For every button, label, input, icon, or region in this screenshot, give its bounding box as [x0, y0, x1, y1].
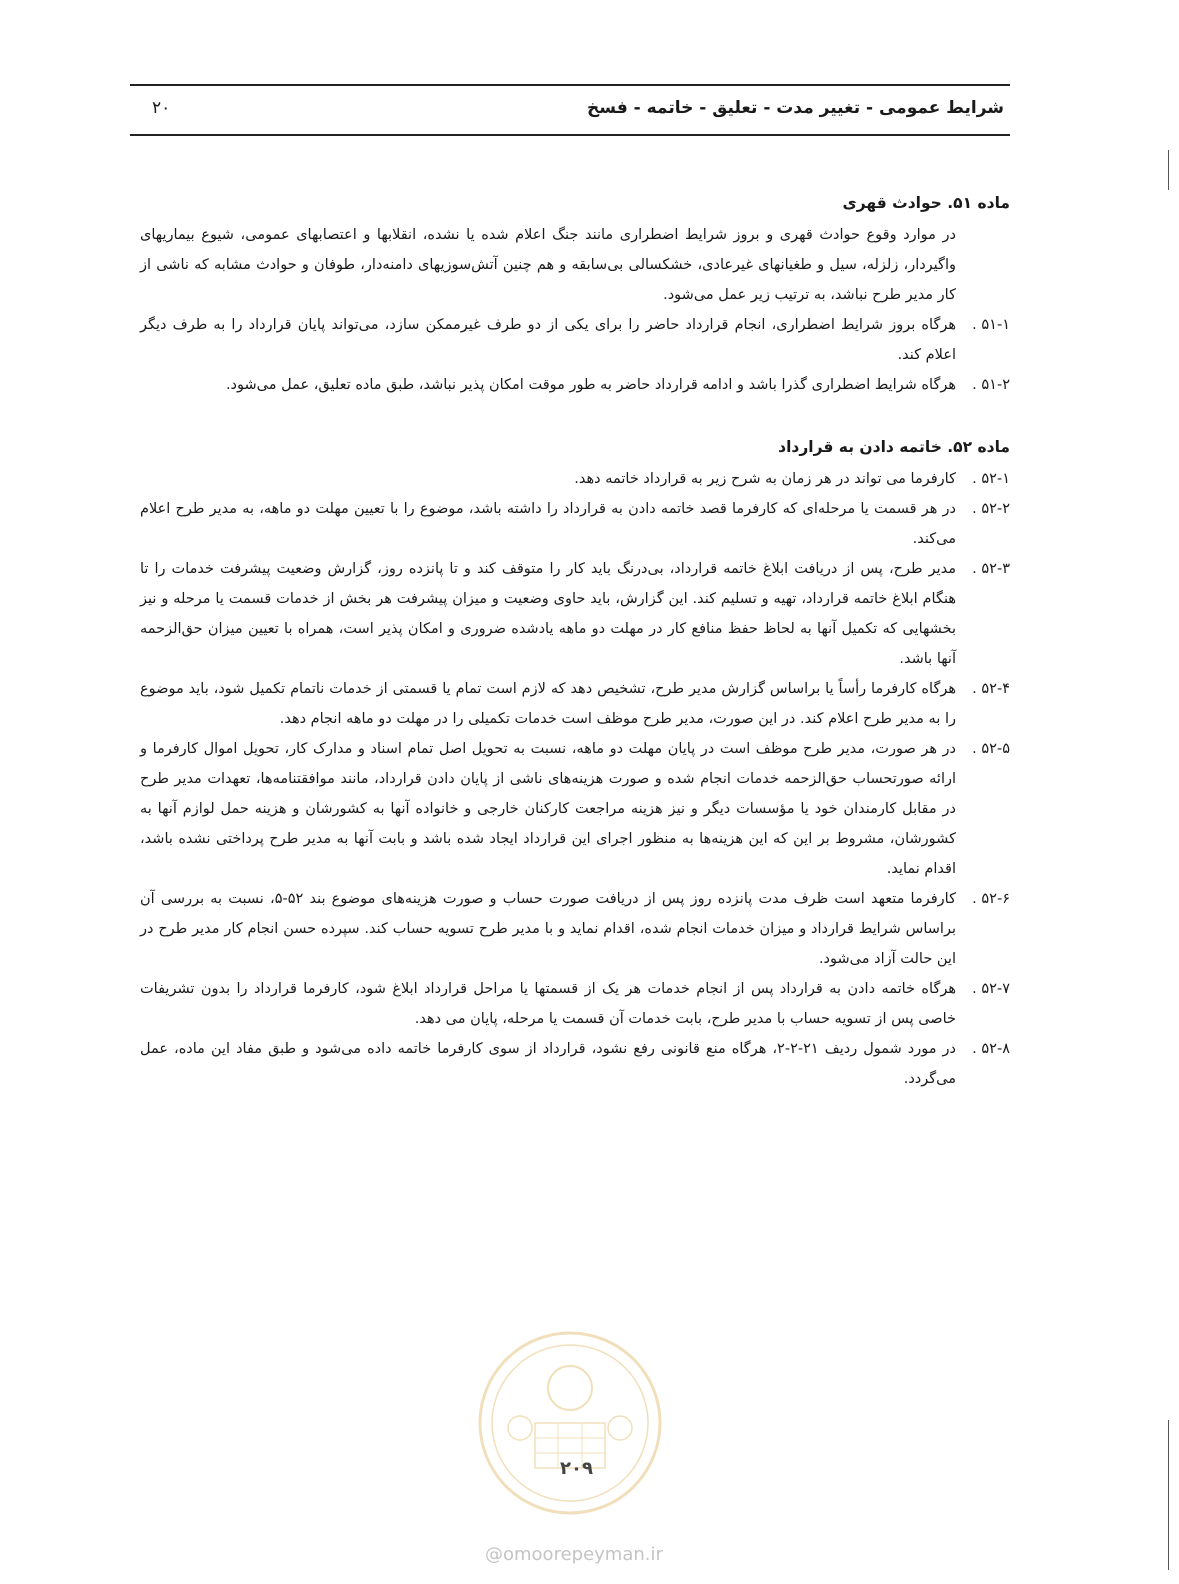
clause-number: ۵۲-۳ . — [972, 561, 1010, 577]
clause-text: هرگاه خاتمه دادن به قرارداد پس از انجام خدمات هر یک از قسمتها یا مراحل قرارداد ابلاغ شود، کارفرما قرارداد را بدون تشریفات خاصی پس از تسویه حساب با مدیر طرح، بابت خدمات آن قسمت یا مرحله، پایان می دهد. — [140, 981, 956, 1027]
clause-number: ۵۲-۴ . — [972, 681, 1010, 697]
clause-52-5 — [140, 734, 1010, 884]
header-page-number: ۲۰ — [152, 98, 171, 118]
clause-text: هرگاه کارفرما رأساً یا براساس گزارش مدیر طرح، تشخیص دهد که لازم است تمام یا قسمتی از خدمات ناتمام تکمیل شود، باید موضوع را به مدیر طرح اعلام کند. در این صورت، مدیر طرح موظف است خدمات تکمیلی را در مهلت دو ماهه انجام دهد. — [140, 681, 956, 727]
main-content — [140, 186, 1010, 1094]
clause-text: در هر صورت، مدیر طرح موظف است در پایان مهلت دو ماهه، نسبت به تحویل اصل تمام اسناد و مدارک کار، تحویل اموال کارفرما و ارائه صورتحساب حق‌الزحمه خدمات انجام شده و صورت هزینه‌های ناشی از پایان دادن قرارداد، مانند موافقتنامه‌ها، تعهدات مدیر طرح در مقابل کارمندان خود یا مؤسسات دیگر و نیز هزینه مراجعت کارکنان خارجی و خانواده آنها به کشورشان و هزینه حمل لوازم آنها به کشورشان، مشروط بر این که این هزینه‌ها به منظور اجرای این قرارداد ایجاد شده باشد و بابت آنها به مدیر طرح پرداختی نشده باشد، اقدام نماید. — [140, 741, 956, 877]
clause-text: هرگاه بروز شرایط اضطراری، انجام قرارداد حاضر را برای یکی از دو طرف غیرممکن سازد، می‌تواند پایان قرارداد را به طرف دیگر اعلام کند. — [140, 317, 956, 363]
clause-number: ۵۲-۱ . — [972, 471, 1010, 487]
clause-number: ۵۲-۵ . — [972, 741, 1010, 757]
article-51-intro: در موارد وقوع حوادث قهری و بروز شرایط اضطراری مانند جنگ اعلام شده یا نشده، انقلابها و اعتصابهای عمومی، شیوع بیماریهای واگیردار، زلزله، سیل و طغیانهای غیرعادی، خشکسالی بی‌سابقه و هم چنین آتش‌سوزیهای دامنه‌دار، طوفان و حوادث مشابه که ناشی از کار مدیر طرح نباشد، به ترتیب زیر عمل می‌شود. — [140, 227, 956, 303]
clause-number: ۵۲-۸ . — [972, 1041, 1010, 1057]
clause-text: کارفرما متعهد است ظرف مدت پانزده روز پس از دریافت صورت حساب و صورت هزینه‌های موضوع بند ۵۲-۵، نسبت به بررسی آن براساس شرایط قرارداد و میزان خدمات انجام شده، اقدام نماید و با مدیر طرح تسویه حساب کند. سپرده حسن انجام کار مدیر طرح در این حالت آزاد می‌شود. — [140, 891, 956, 967]
clause-number: ۵۱-۲ . — [972, 377, 1010, 393]
clause-52-3 — [140, 554, 1010, 674]
article-52-title: ماده ۵۲. خاتمه دادن به قرارداد — [778, 438, 1010, 456]
clause-number: ۵۲-۲ . — [972, 501, 1010, 517]
clause-52-4 — [140, 674, 1010, 734]
bottom-page-number: ۲۰۹ — [560, 1458, 593, 1479]
clause-51-2 — [140, 370, 1010, 400]
clause-52-7 — [140, 974, 1010, 1034]
clause-number: ۵۲-۷ . — [972, 981, 1010, 997]
clause-number: ۵۱-۱ . — [972, 317, 1010, 333]
clause-text: هرگاه شرایط اضطراری گذرا باشد و ادامه قرارداد حاضر به طور موقت امکان پذیر نباشد، طبق ماده تعلیق، عمل می‌شود. — [225, 377, 956, 393]
clause-52-1 — [140, 464, 1010, 494]
clause-text: کارفرما می تواند در هر زمان به شرح زیر به قرارداد خاتمه دهد. — [574, 471, 956, 487]
scan-edge-mark — [1168, 150, 1169, 190]
clause-52-2 — [140, 494, 1010, 554]
scan-edge-mark — [1168, 1420, 1169, 1570]
clause-52-6 — [140, 884, 1010, 974]
running-header — [130, 84, 1010, 136]
clause-text: در هر قسمت یا مرحله‌ای که کارفرما قصد خاتمه دادن به قرارداد را داشته باشد، موضوع را با تعیین مهلت دو ماهه، به مدیر طرح اعلام می‌کند. — [140, 501, 956, 547]
seal-logo — [475, 1328, 665, 1518]
article-51-title: ماده ۵۱. حوادث قهری — [842, 194, 1010, 212]
clause-text: در مورد شمول ردیف ۲۱-۲-۲، هرگاه منع قانونی رفع نشود، قرارداد از سوی کارفرما خاتمه داده می‌شود و طبق مفاد این ماده، عمل می‌گردد. — [140, 1041, 956, 1087]
site-watermark: @omoorepeyman.ir — [485, 1544, 663, 1565]
clause-51-1 — [140, 310, 1010, 370]
clause-number: ۵۲-۶ . — [972, 891, 1010, 907]
header-title: شرایط عمومی - تغییر مدت - تعلیق - خاتمه - فسخ — [587, 98, 1004, 118]
clause-text: مدیر طرح، پس از دریافت ابلاغ خاتمه قرارداد، بی‌درنگ باید کار را متوقف کند و تا پانزده روز، گزارش وضعیت پیشرفت خدمات را تا هنگام ابلاغ خاتمه قرارداد، تهیه و تسلیم کند. این گزارش، باید حاوی وضعیت و میزان پیشرفت هر بخش از خدمات قسمت یا مرحله و نیز بخشهایی که تکمیل آنها به لحاظ حفظ منافع کار در مهلت دو ماهه یادشده ضروری و امکان پذیر است، همراه با تعیین میزان حق‌الزحمه آنها باشد. — [140, 561, 956, 667]
clause-52-8 — [140, 1034, 1010, 1094]
